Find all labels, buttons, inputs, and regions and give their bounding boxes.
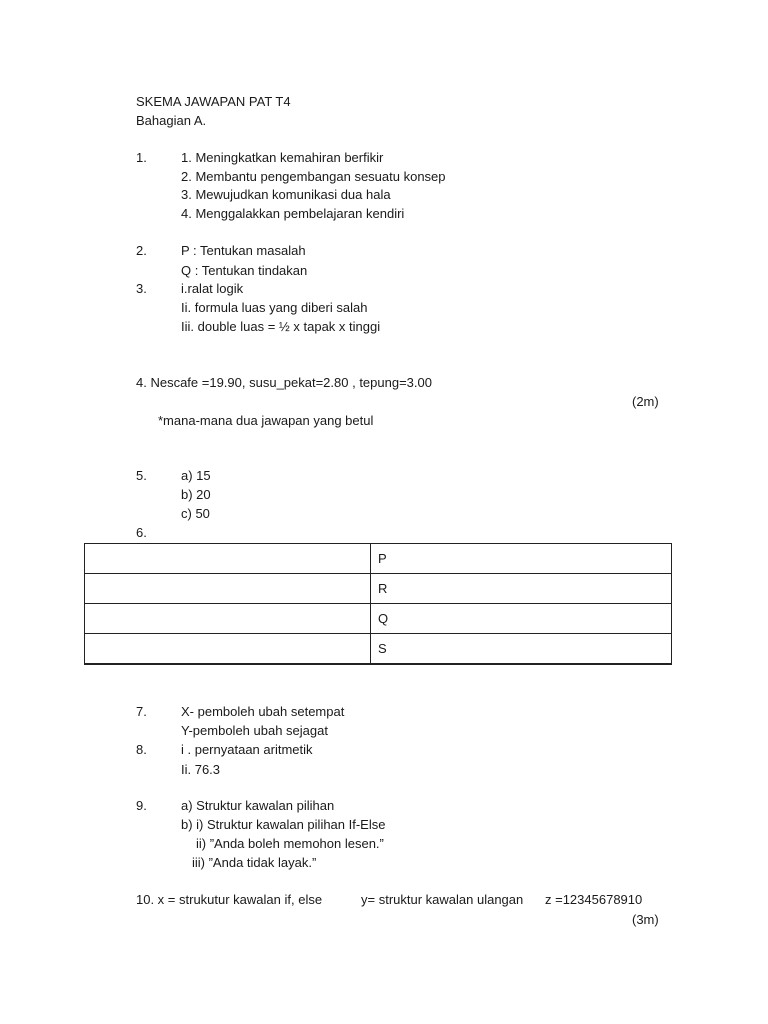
answer-line: 2. Membantu pengembangan sesuatu konsep xyxy=(181,169,446,184)
answer-note: *mana-mana dua jawapan yang betul xyxy=(158,413,374,428)
answer-line: c) 50 xyxy=(181,506,210,521)
question-number: 3. xyxy=(136,281,147,296)
table-row xyxy=(85,574,672,604)
table-row xyxy=(85,634,672,665)
answer-line: a) Struktur kawalan pilihan xyxy=(181,798,335,813)
answer-line: Ii. 76.3 xyxy=(181,762,221,777)
table-cell: S xyxy=(371,634,672,665)
table-cell: Q xyxy=(371,604,672,634)
answer-line: 1. Meningkatkan kemahiran berfikir xyxy=(181,150,384,165)
table-row xyxy=(85,604,672,634)
answer-line: 3. Mewujudkan komunikasi dua hala xyxy=(181,187,391,202)
question-number: 1. xyxy=(136,150,147,165)
table-cell-empty xyxy=(85,604,371,634)
answer-line: Iii. double luas = ½ x tapak x tinggi xyxy=(181,319,381,334)
question-number: 6. xyxy=(136,525,147,540)
answer-line: X- pemboleh ubah setempat xyxy=(181,704,345,719)
section-heading: Bahagian A. xyxy=(136,113,207,128)
document-title: SKEMA JAWAPAN PAT T4 xyxy=(136,94,291,109)
answer-line: Ii. formula luas yang diberi salah xyxy=(181,300,368,315)
question-number: 9. xyxy=(136,798,147,813)
answer-table xyxy=(84,543,672,665)
answer-line: P : Tentukan masalah xyxy=(181,243,306,258)
answer-line: i . pernyataan aritmetik xyxy=(181,742,313,757)
answer-line: i.ralat logik xyxy=(181,281,244,296)
marks-label: (2m) xyxy=(632,394,659,409)
table-cell: R xyxy=(371,574,672,604)
answer-subline: iii) ”Anda tidak layak.” xyxy=(192,855,317,870)
table-cell-empty xyxy=(85,544,371,574)
marks-label: (3m) xyxy=(632,912,659,927)
answer-line: Q : Tentukan tindakan xyxy=(181,263,308,278)
question-number: 5. xyxy=(136,468,147,483)
table-cell: P xyxy=(371,544,672,574)
answer-line: a) 15 xyxy=(181,468,211,483)
question-number: 2. xyxy=(136,243,147,258)
table-cell-empty xyxy=(85,574,371,604)
answer-line: b) 20 xyxy=(181,487,211,502)
answer-line: 4. Nescafe =19.90, susu_pekat=2.80 , tepung=3.00 xyxy=(136,375,432,390)
answer-line: b) i) Struktur kawalan pilihan If-Else xyxy=(181,817,386,832)
answer-line: z =12345678910 xyxy=(545,892,643,907)
question-number: 8. xyxy=(136,742,147,757)
answer-line: 10. x = strukutur kawalan if, else xyxy=(136,892,323,907)
table-row xyxy=(85,544,672,574)
answer-line: Y-pemboleh ubah sejagat xyxy=(181,723,328,738)
answer-line: 4. Menggalakkan pembelajaran kendiri xyxy=(181,206,405,221)
table-cell-empty xyxy=(85,634,371,665)
question-number: 7. xyxy=(136,704,147,719)
answer-subline: ii) ”Anda boleh memohon lesen.” xyxy=(196,836,384,851)
answer-line: y= struktur kawalan ulangan xyxy=(361,892,524,907)
